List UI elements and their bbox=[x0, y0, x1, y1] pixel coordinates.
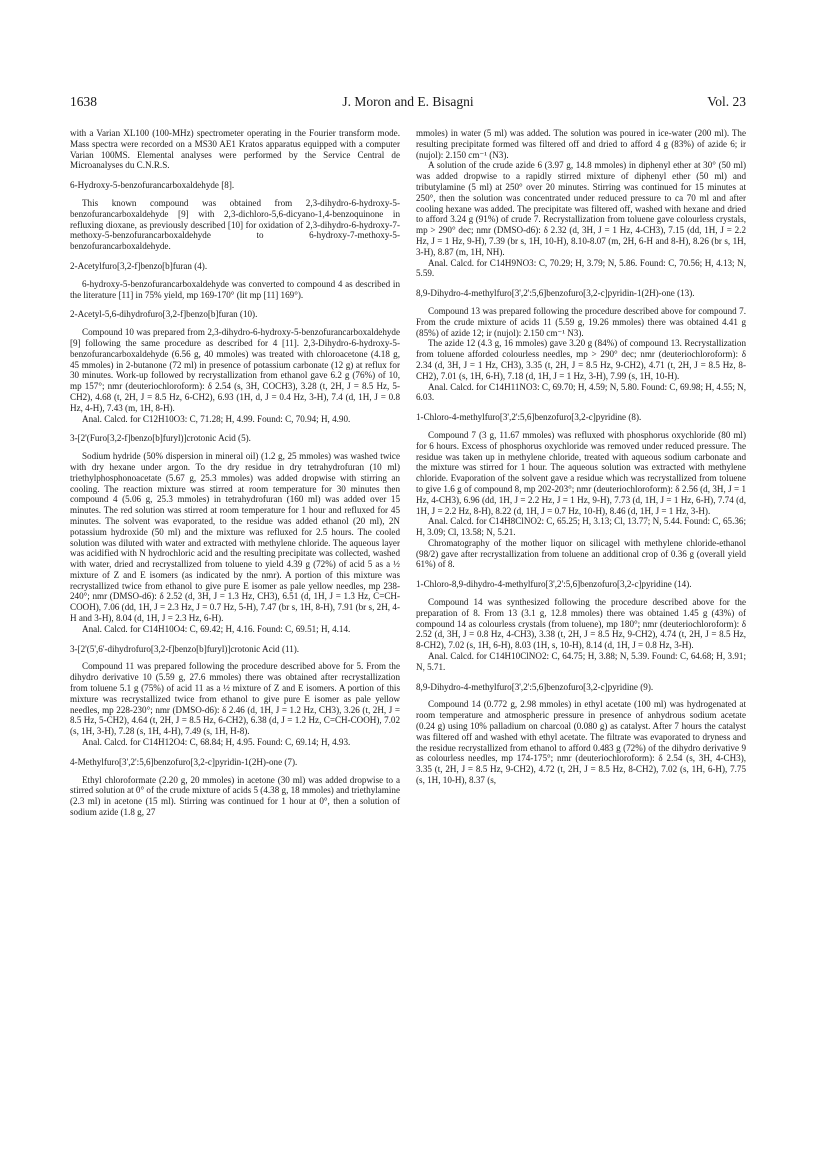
body-paragraph: Compound 7 (3 g, 11.67 mmoles) was refluxed with phosphorus oxychloride (80 ml) for 6 hours. Excess of phosphorus oxychloride was removed under reduced pressure. The residue was taken up in methylene chloride, treated with aqueous sodium carbonate and the mixture was stirred for 1 hour. The aqueous solution was extracted with methylene chloride. Evaporation of the solvent gave a residue which was recrystallized from toluene to give 1.6 g of compound 8, mp 202-203°; nmr (deuteriochloroform): δ 2.56 (d, 3H, J = 1 Hz, 4-CH3), 6.96 (dd, 1H, J = 2.2 Hz, J = 1 Hz, 9-H), 7.73 (d, 1H, J = 1 Hz, 6-H), 7.74 (d, 1H, J = 2.2 Hz, 8-H), 8.22 (d, 1H, J = 0.7 Hz, 10-H), 8.46 (d, 1H, J = 1 Hz, 3-H). bbox=[416, 429, 746, 516]
section-heading: 6-Hydroxy-5-benzofurancarboxaldehyde [8]. bbox=[70, 180, 235, 191]
section-heading: 3-[2'(5',6'-dihydrofuro[3,2-f]benzo[b]furyl)]crotonic Acid (11). bbox=[70, 643, 300, 654]
body-paragraph: 6-hydroxy-5-benzofurancarboxaldehyde was converted to compound 4 as described in the literature [11] in 75% yield, mp 169-170° (lit mp [11] 169°). bbox=[70, 278, 400, 300]
body-paragraph: Compound 10 was prepared from 2,3-dihydro-6-hydroxy-5-benzofurancarboxaldehyde [9] following the same procedure as described for 4 [11]. 2,3-Dihydro-6-hydroxy-5-benzofurancarboxaldehyde (6.56 g, 40 mmoles) was treated with chloroacetone (4.18 g, 45 mmoles) in 2-butanone (72 ml) in presence of potassium carbonate (12 g) at reflux for 30 minutes. Work-up followed by recrystallization from ethanol gave 6.2 g (76%) of 10, mp 157°; nmr (deuteriochloroform): δ 2.54 (s, 3H, COCH3), 3.28 (t, 2H, J = 8.5 Hz, 5-CH2), 4.68 (t, 2H, J = 8.5 Hz, 6-CH2), 6.93 (1H, d, J = 0.4 Hz, 3-H), 7.4 (d, 1H, J = 0.8 Hz, 4-H), 7.43 (m, 1H, 8-H). bbox=[70, 327, 400, 413]
body-paragraph: mmoles) in water (5 ml) was added. The solution was poured in ice-water (200 ml). The resulting precipitate formed was filtered off and dried to afford 4 g (83%) of azide 6; ir (nujol): 2.150 cm⁻¹ (N3). bbox=[416, 128, 746, 160]
page-header bbox=[70, 94, 746, 114]
section-heading: 8,9-Dihydro-4-methylfuro[3',2':5,6]benzofuro[3,2-c]pyridine (9). bbox=[416, 681, 654, 692]
volume-label: Vol. 23 bbox=[707, 94, 746, 109]
page-number: 1638 bbox=[70, 94, 97, 109]
body-paragraph: Anal. Calcd. for C14H8ClNO2: C, 65.25; H, 3.13; Cl, 13.77; N, 5.44. Found: C, 65.36; H, 3.09; Cl, 13.58; N, 5.21. bbox=[416, 516, 746, 538]
section-heading: 4-Methylfuro[3',2':5,6]benzofuro[3,2-c]pyridin-1(2H)-one (7). bbox=[70, 756, 298, 767]
section-heading: 8,9-Dihydro-4-methylfuro[3',2':5,6]benzofuro[3,2-c]pyridin-1(2H)-one (13). bbox=[416, 288, 695, 299]
body-paragraph: Anal. Calcd. for C14H10ClNO2: C, 64.75; H, 3.88; N, 5.39. Found: C, 64.68; H, 3.91; N, 5.71. bbox=[416, 651, 746, 672]
section-heading: 1-Chloro-8,9-dihydro-4-methylfuro[3',2':5,6]benzofuro[3,2-c]pyridine (14). bbox=[416, 579, 692, 590]
body-paragraph: Chromatography of the mother liquor on silicagel with methylene chloride-ethanol (98/2) gave after recrystallization from toluene an additional crop of 0.36 g (overall yield 61%) of 8. bbox=[416, 537, 746, 570]
body-paragraph: Compound 13 was prepared following the procedure described above for compound 7. From the crude mixture of acids 11 (5.59 g, 19.26 mmoles) there was obtained 4.41 g (85%) of azide 12; ir (nujol): 2.150 cm⁻¹ N3). bbox=[416, 305, 746, 338]
right-column bbox=[416, 128, 746, 786]
body-paragraph: with a Varian XL100 (100-MHz) spectrometer operating in the Fourier transform mode. Mass spectra were recorded on a MS30 AE1 Kratos apparatus equipped with a computer Varian 100MS. Elemental analyses were performed by the Service Central de Microanalyses du C.N.R.S. bbox=[70, 128, 400, 171]
section-heading: 1-Chloro-4-methylfuro[3',2':5,6]benzofuro[3,2-c]pyridine (8). bbox=[416, 412, 642, 423]
body-paragraph: Compound 11 was prepared following the procedure described above for 5. From the dihydro derivative 10 (5.59 g, 27.6 mmoles) there was obtained after recrystallization from toluene 5.1 g (75%) of acid 11 as a ½ mixture of Z and E isomers. A portion of this mixture was recrystallized twice from ethanol to give pure E isomer as pale yellow needles, mp 228-230°; nmr (DMSO-d6): δ 2.46 (d, 1H, J = 1.2 Hz, CH3), 3.26 (t, 2H, J = 8.5 Hz, 5-CH2), 4.64 (t, 2H, J = 8.5 Hz, 6-CH2), 6.38 (d, J = 1.2 Hz, C=CH-COOH), 7.02 (s, 1H, 3-H), 7.28 (s, 1H, 4-H), 7.49 (s, 1H, H-8). bbox=[70, 661, 400, 737]
section-heading: 2-Acetylfuro[3,2-f]benzo[b]furan (4). bbox=[70, 260, 208, 271]
body-paragraph: Compound 14 (0.772 g, 2.98 mmoles) in ethyl acetate (100 ml) was hydrogenated at room temperature and atmospheric pressure in presence of anhydrous sodium acetate (0.24 g) using 10% palladium on charcoal (0.080 g) as catalyst. After 7 hours the catalyst was filtered off and washed with ethyl acetate. The filtrate was evaporated to dryness and the residue recrystallized from ethanol to afford 0.483 g (72%) of the dihydro derivative 9 as colourless needles, mp 174-175°; nmr (deuteriochloroform): δ 2.54 (s, 3H, 4-CH3), 3.35 (t, 2H, J = 8.5 Hz, 9-CH2), 4.72 (t, 2H, J = 8.5 Hz, 8-CH2), 7.02 (s, 1H, 6-H), 7.75 (s, 1H, 10-H), 8.37 (s, bbox=[416, 699, 746, 786]
left-column bbox=[70, 128, 400, 818]
body-paragraph: Anal. Calcd. for C14H11NO3: C, 69.70; H, 4.59; N, 5.80. Found: C, 69.98; H, 4.55; N, 6.03. bbox=[416, 381, 746, 403]
body-paragraph: The azide 12 (4.3 g, 16 mmoles) gave 3.20 g (84%) of compound 13. Recrystallization from toluene afforded colourless needles, mp > 290° dec; nmr (deuteriochloroform): δ 2.34 (d, 3H, J = 1 Hz, CH3), 3.35 (t, 2H, J = 8.5 Hz, 9-CH2), 4.71 (t, 2H, J = 8.5 Hz, 8-CH2), 7.01 (s, 1H, 6-H), 7.18 (d, 1H, J = 1 Hz, 3-H), 7.99 (s, 1H, 10-H). bbox=[416, 338, 746, 381]
body-paragraph: Sodium hydride (50% dispersion in mineral oil) (1.2 g, 25 mmoles) was washed twice with dry hexane under argon. To the dry residue in dry tetrahydrofuran (10 ml) triethylphosphonoacetate (5.67 g, 25.3 mmoles) was added dropwise with stirring an cooling. The reaction mixture was stirred at room temperature for 30 minutes then compound 4 (5.06 g, 25.3 mmoles) in tetrahydrofuran (160 ml) was added over 15 minutes. The red solution was stirred at room temperature for 1 hour and refluxed for 45 minutes. The solvent was evaporated, to the residue was added ethanol (20 ml), 2N potassium hydroxide (50 ml) and the mixture was refluxed for 2.5 hours. The cooled solution was diluted with water and extracted with methylene chloride. The aqueous layer was acidified with N hydrochloric acid and the resulting precipitate was collected, washed with water, dried and recrystallized from toluene to yield 4.39 g (72%) of acid 5 as a ½ mixture of Z and E isomers (as indicated by the nmr). A portion of this mixture was recrystallized twice from ethanol to give pure E isomer as pale yellow needles, mp 238-240°; nmr (DMSO-d6): δ 2.52 (d, 3H, J = 1.3 Hz, CH3), 6.51 (d, 1H, J = 1.3 Hz, C=CH-COOH), 7.06 (dd, 1H, J = 2.3 Hz, J = 0.7 Hz, 5-H), 7.47 (br s, 1H, 8-H), 7.91 (br s, 2H, 4-H and 3-H), 8.04 (d, 1H, J = 2.3 Hz, 6-H). bbox=[70, 451, 400, 624]
section-heading: 2-Acetyl-5,6-dihydrofuro[3,2-f]benzo[b]furan (10). bbox=[70, 309, 258, 320]
body-paragraph: Anal. Calcd. for C14H9NO3: C, 70.29; H, 3.79; N, 5.86. Found: C, 70.56; H, 4.13; N, 5.59. bbox=[416, 257, 746, 279]
body-paragraph: Anal. Calcd. for C14H12O4: C, 68.84; H, 4.95. Found: C, 69.14; H, 4.93. bbox=[82, 737, 351, 748]
body-paragraph: Ethyl chloroformate (2.20 g, 20 mmoles) in acetone (30 ml) was added dropwise to a stirred solution at 0° of the crude mixture of acids 5 (4.38 g, 18 mmoles) and triethylamine (2.3 ml) in acetone (15 ml). Stirring was continued for 1 hour at 0°, then a solution of sodium azide (1.8 g, 27 bbox=[70, 774, 400, 818]
body-paragraph: This known compound was obtained from 2,3-dihydro-6-hydroxy-5-benzofurancarboxaldehyde [9] with 2,3-dichloro-5,6-dicyano-1,4-benzoquinone in refluxing dioxane, as previously described [10] for oxidation of 2,3-dihydro-6-hydroxy-7-methoxy-5-benzofurancarboxaldehyde to 6-hydroxy-7-methoxy-5-benzofurancarboxaldehyde. bbox=[70, 197, 400, 252]
running-head-authors: J. Moron and E. Bisagni bbox=[342, 94, 474, 109]
section-heading: 3-[2'(Furo[3,2-f]benzo[b]furyl)]crotonic Acid (5). bbox=[70, 433, 251, 444]
body-paragraph: Anal. Calcd. for C12H10O3: C, 71.28; H, 4.99. Found: C, 70.94; H, 4.90. bbox=[82, 413, 351, 424]
body-paragraph: Anal. Calcd. for C14H10O4: C, 69.42; H, 4.16. Found: C, 69.51; H, 4.14. bbox=[82, 623, 351, 634]
body-paragraph: Compound 14 was synthesized following the procedure described above for the preparation of 8. From 13 (3.1 g, 12.8 mmoles) there was obtained 1.45 g (43%) of compound 14 as colourless crystals (from toluene), mp 180°; nmr (deuteriochloroform): δ 2.52 (d, 3H, J = 0.8 Hz, 4-CH3), 3.38 (t, 2H, J = 8.5 Hz, 9-CH2), 4.74 (t, 2H, J = 8.5 Hz, 8-CH2), 7.02 (s, 1H, 6-H), 8.03 (1H, s, 10-H), 8.14 (d, 1H, J = 0.8 Hz, 3-H). bbox=[416, 597, 746, 651]
body-paragraph: A solution of the crude azide 6 (3.97 g, 14.8 mmoles) in diphenyl ether at 30° (50 ml) was added dropwise to a rapidly stirred mixture of diphenyl ether (50 ml) and tributylamine (5 ml) at 250° over 20 minutes. Stirring was continued for 15 minutes at 250°, then the solution was concentrated under reduced pressure to ca 70 ml and after cooling hexane was added. The precipitate was filtered off, washed with hexane and dried to afford 3.24 g (91%) of crude 7. Recrystallization from toluene gave colourless crystals, mp > 290° dec; nmr (DMSO-d6): δ 2.32 (d, 3H, J = 1 Hz, 4-CH3), 7.15 (dd, 1H, J = 2.2 Hz, J = 1 Hz, 9-H), 7.39 (br s, 1H, 10-H), 8.10-8.07 (m, 2H, 6-H and 8-H), 8.26 (br s, 1H, 3-H), 8.87 (m, 1H, NH). bbox=[416, 160, 746, 257]
